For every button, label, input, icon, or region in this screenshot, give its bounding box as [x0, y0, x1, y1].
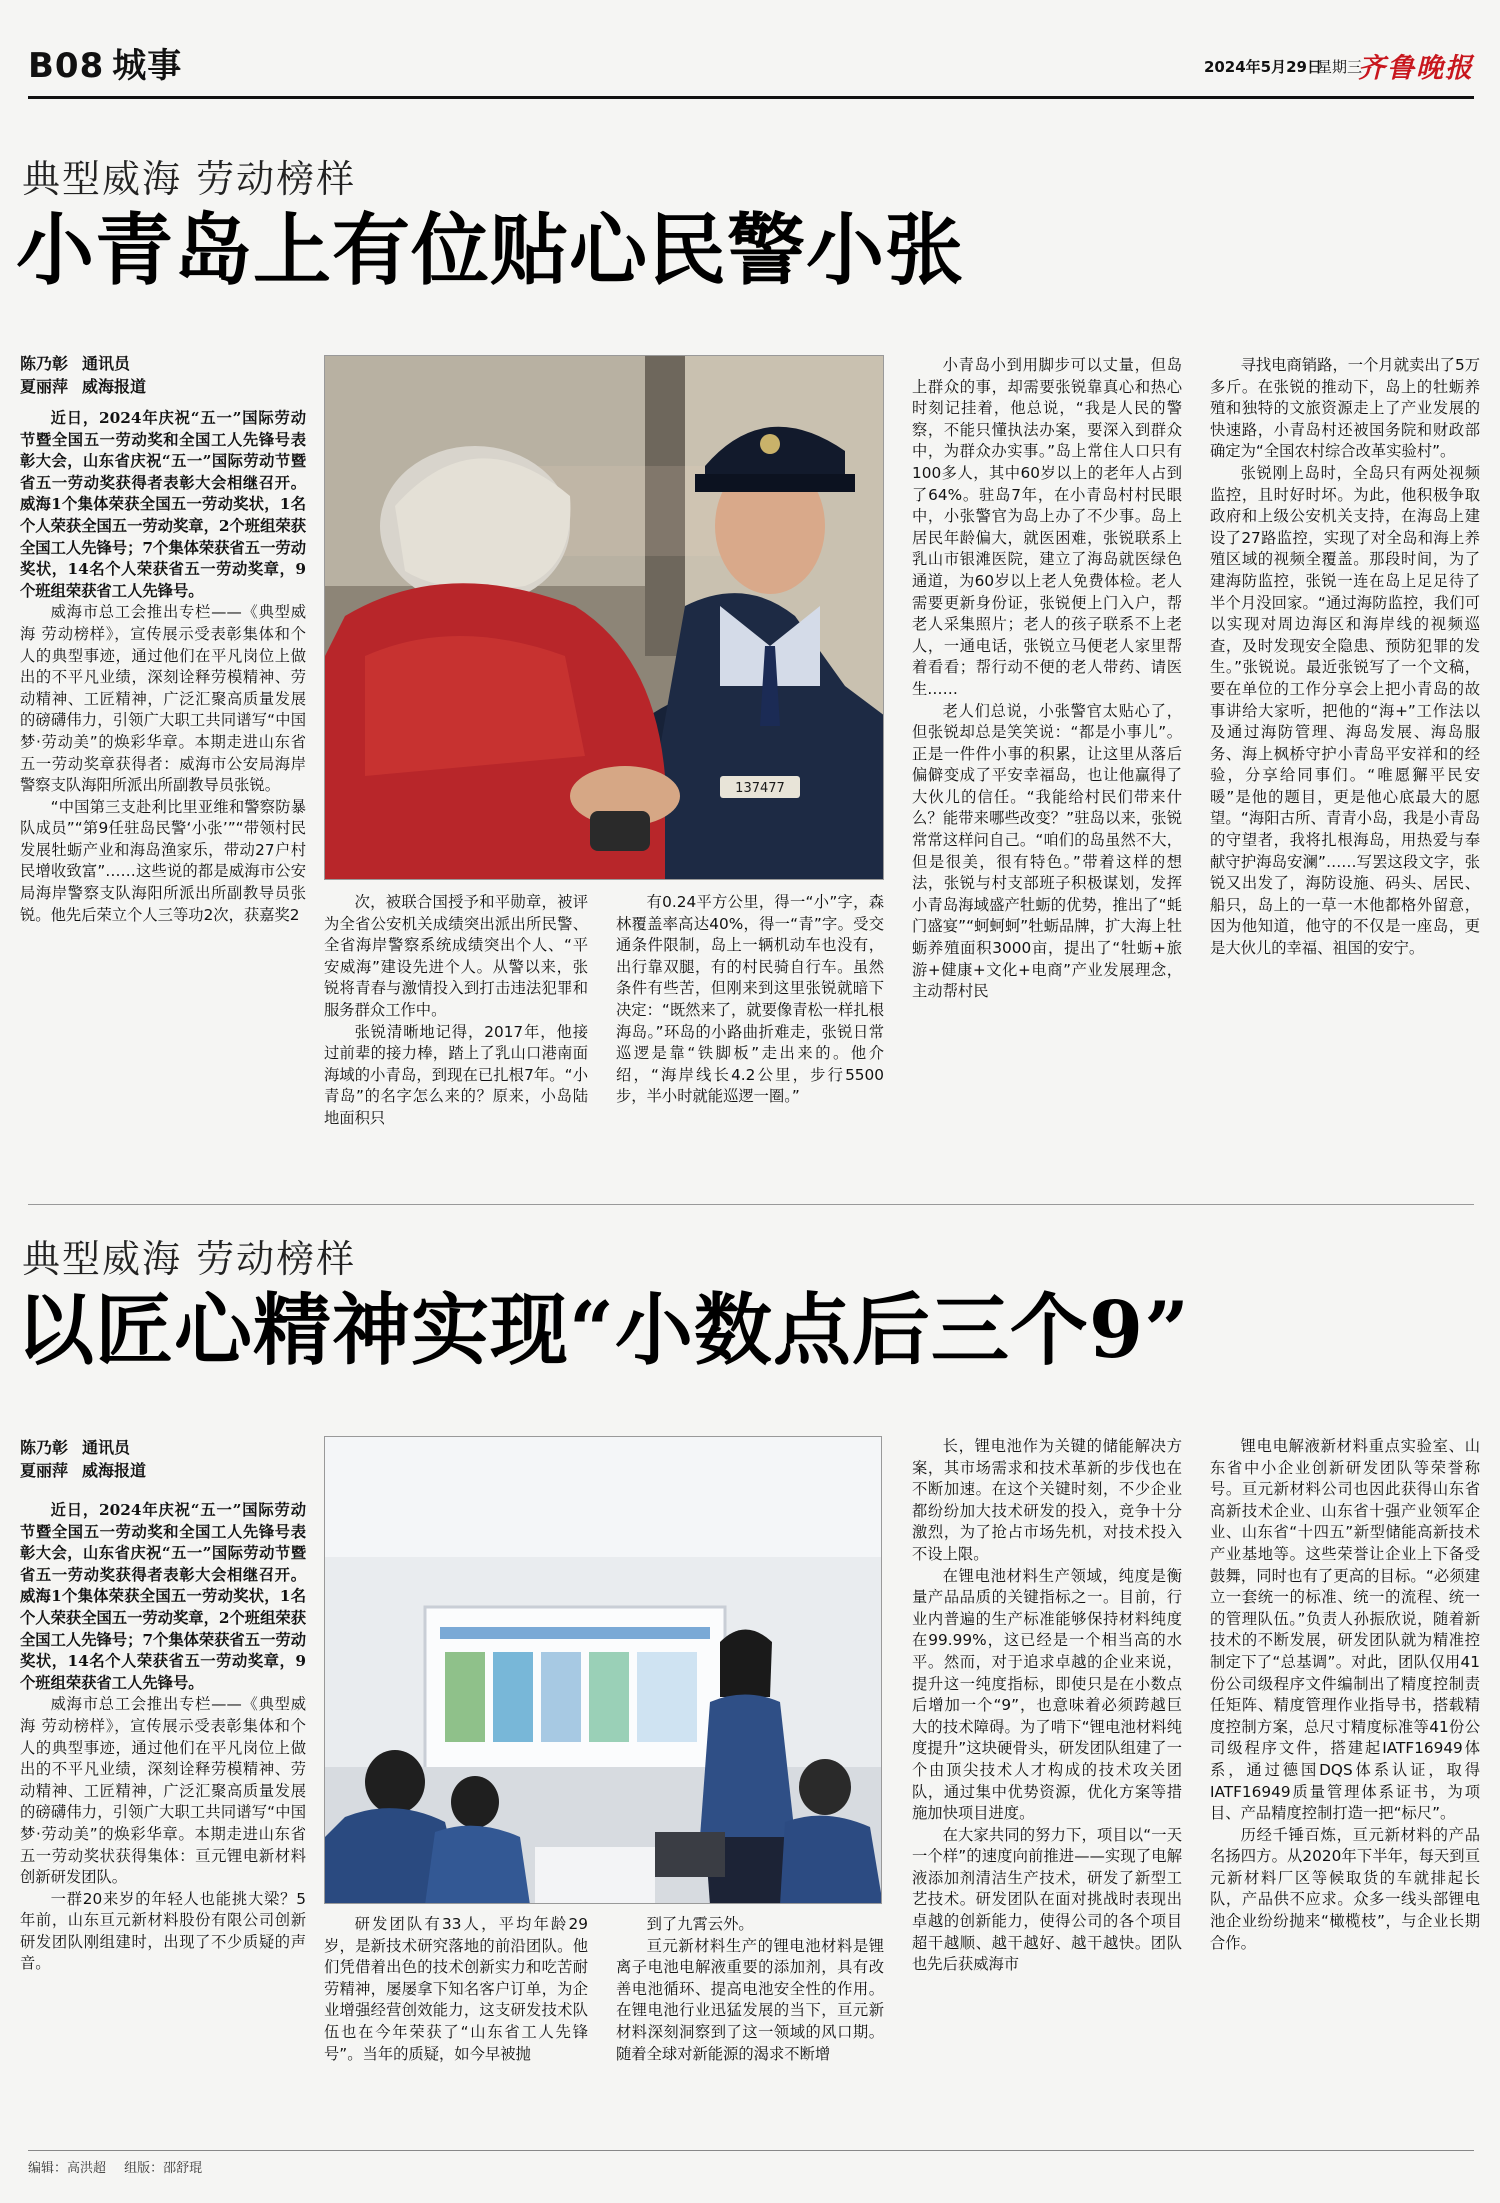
- lead-paragraph: 近日，2024年庆祝“五一”国际劳动节暨全国五一劳动奖和全国工人先锋号表彰大会，山东省庆祝“五一”国际劳动节暨省五一劳动奖获得者表彰大会相继召开。威海1个集体荣获全国五一劳动奖状，1名个人荣获全国五一劳动奖章，2个班组荣获全国工人先锋号；7个集体荣获省五一劳动奖状，14名个人荣获省五一劳动奖章，9个班组荣获省工人先锋号。: [20, 1501, 306, 1692]
- body-paragraph: 寻找电商销路，一个月就卖出了5万多斤。在张锐的推动下，岛上的牡蛎养殖和独特的文旅资源走上了产业发展的快速路，小青岛村还被国务院和财政部确定为“全国农村综合改革实验村”。: [1210, 356, 1480, 461]
- body-paragraph: 在大家共同的努力下，项目以“一天一个样”的速度向前推进——实现了电解液添加剂清洁生产技术，研发了新型工艺技术。研发团队在面对挑战时表现出卓越的创新能力，使得公司的各个项目超干越顺、越干越好、越干越快。团队也先后获威海市: [912, 1825, 1182, 1974]
- research-team-meeting-image: [325, 1437, 882, 1904]
- byline-author: 陈乃彰: [20, 1438, 69, 1457]
- body-paragraph: 历经千锤百炼，亘元新材料的产品名扬四方。从2020年下半年，每天到亘元新材料厂区等候取货的车就排起长队，产品供不应求。众多一线头部锂电池企业纷纷抛来“橄榄枝”，与企业长期合作。: [1210, 1825, 1480, 1952]
- editor-credit: 编辑：高洪超: [28, 2161, 107, 2176]
- body-paragraph: 到了九霄云外。: [646, 1915, 754, 1933]
- article1-headline: 小青岛上有位贴心民警小张: [16, 205, 965, 296]
- article1-column-1: [20, 408, 306, 1188]
- lead-paragraph: 近日，2024年庆祝“五一”国际劳动节暨全国五一劳动奖和全国工人先锋号表彰大会，山东省庆祝“五一”国际劳动节暨省五一劳动奖获得者表彰大会相继召开。威海1个集体荣获全国五一劳动奖状，1名个人荣获全国五一劳动奖章，2个班组荣获全国工人先锋号；7个集体荣获省五一劳动奖状，14名个人荣获省五一劳动奖章，9个班组荣获省工人先锋号。: [20, 409, 306, 600]
- article1-byline: [20, 352, 160, 398]
- layout-credit: 组版：邵舒琨: [124, 2161, 203, 2176]
- article2-kicker: 典型威海 劳动榜样: [22, 1237, 357, 1281]
- article2-column-1: [20, 1500, 306, 2140]
- body-paragraph: 张锐刚上岛时，全岛只有两处视频监控，且时好时坏。为此，他积极争取政府和上级公安机关支持，在海岛上建设了27路监控，实现了对全岛和海上养殖区域的视频全覆盖。那段时间，为了建海防监控，张锐一连在岛上足足待了半个月没回家。“通过海防监控，我们可以实现对周边海区和海岸线的视频巡查，及时发现安全隐患、预防犯罪的发生。”张锐说。最近张锐写了一个文稿，要在单位的工作分享会上把小青岛的故事讲给大家听，把他的“海+”工作法以及通过海防管理、海岛发展、海岛服务、海上枫桥守护小青岛平安祥和的经验，分享给同事们。“唯愿獬平民安暖”是他的题目，更是他心底最大的愿望。“海阳古所、青青小岛，我是小青岛的守望者，我将扎根海岛，用热爱与奉献守护海岛安澜”……写罢这段文字，张锐又出发了，海防设施、码头、居民、船只，岛上的一草一木他都格外留意，因为他知道，他守的不仅是一座岛，更是大伙儿的幸福、祖国的安宁。: [1210, 463, 1480, 958]
- article2-headline: 以匠心精神实现“小数点后三个9”: [16, 1285, 1191, 1376]
- body-paragraph: 小青岛小到用脚步可以丈量，但岛上群众的事，却需要张锐靠真心和热心时刻记挂着，他总说，“我是人民的警察，不能只懂执法办案，要深入到群众中，为群众办实事。”岛上常住人口只有100多人，其中60岁以上的老年人占到了64%。驻岛7年，在小青岛村村民眼中，小张警官为岛上办了不少事。岛上居民年龄偏大，就医困难，张锐联系上乳山市银滩医院，建立了海岛就医绿色通道，为60岁以上老人免费体检。老人需要更新身份证，张锐便上门入户，帮老人采集照片；老人的孩子联系不上老人，一通电话，张锐立马便老人家里帮着看看；帮行动不便的老人带药、请医生……: [912, 356, 1182, 698]
- body-paragraph: 亘元新材料生产的锂电池材料是锂离子电池电解液重要的添加剂，具有改善电池循环、提高电池安全性的作用。在锂电池行业迅猛发展的当下，亘元新材料深刻洞察到了这一领域的风口期。随着全球对新能源的渴求不断增: [616, 1936, 884, 2063]
- article1-column-2: [324, 892, 588, 1188]
- article1-column-4: [912, 355, 1182, 1188]
- masthead: [28, 38, 1474, 94]
- issue-date: 2024年5月29日: [1203, 58, 1322, 76]
- body-paragraph: 研发团队有33人，平均年龄29岁，是新技术研究落地的前沿团队。他们凭借着出色的技术创新实力和吃苦耐劳精神，屡屡拿下知名客户订单，为企业增强经营创效能力，这支研发技术队伍也在今年荣获了“山东省工人先锋号”。当年的质疑，如今早被抛: [324, 1915, 588, 2063]
- body-paragraph: 锂电电解液新材料重点实验室、山东省中小企业创新研发团队等荣誉称号。亘元新材料公司也因此获得山东省高新技术企业、山东省十强产业领军企业、山东省“十四五”新型储能高新技术产业基地等。这些荣誉让企业上下备受鼓舞，同时也有了更高的目标。“必须建立一套统一的标准、统一的流程、统一的管理队伍。”负责人孙振欣说，随着新技术的不断发展，研发团队就为精准控制定下了“总基调”。对此，团队仅用41份公司级程序文件编制出了精度控制责任矩阵、精度管理作业指导书，搭载精度控制方案，总尺寸精度标准等41份公司级程序文件，搭建起IATF16949体系，通过德国DQS体系认证，取得IATF16949质量管理体系证书，为项目、产品精度控制打造一把“标尺”。: [1210, 1437, 1480, 1823]
- byline-author: 夏丽萍: [20, 1461, 69, 1480]
- article1-column-3: [616, 892, 884, 1188]
- article1-column-5: [1210, 355, 1480, 1188]
- newspaper-logo: 齐鲁晚报: [1358, 53, 1474, 84]
- footer-rule: [28, 2150, 1474, 2151]
- body-paragraph: 张锐清晰地记得，2017年，他接过前辈的接力棒，踏上了乳山口港南面海域的小青岛，到现在已扎根7年。“小青岛”的名字怎么来的？原来，小岛陆地面积只: [324, 1022, 588, 1127]
- police-officer-helping-elder-image: [325, 356, 884, 880]
- article2-column-3: [616, 1914, 884, 2140]
- article2-column-5: [1210, 1436, 1480, 2140]
- byline-role: 通讯员: [82, 354, 131, 373]
- page-code: [28, 38, 182, 87]
- section-name: 城事: [112, 46, 183, 86]
- police-badge-number: 137477: [735, 781, 785, 796]
- page-footer: [28, 2157, 216, 2176]
- article2-column-2: [324, 1914, 588, 2140]
- body-paragraph: 一群20来岁的年轻人也能挑大梁？5年前，山东亘元新材料股份有限公司创新研发团队刚组建时，出现了不少质疑的声音。: [20, 1889, 306, 1973]
- body-paragraph: “中国第三支赴利比里亚维和警察防暴队成员”“第9任驻岛民警‘小张’”“带领村民发展牡蛎产业和海岛渔家乐，带动27户村民增收致富”……这些说的都是威海市公安局海岸警察支队海阳所派出所副教导员张锐。他先后荣立个人三等功2次，获嘉奖2: [20, 797, 306, 924]
- masthead-rule: [28, 96, 1474, 99]
- byline-location: 威海报道: [82, 1461, 147, 1480]
- body-paragraph: 老人们总说，小张警官太贴心了，但张锐却总是笑笑说：“都是小事儿”。正是一件件小事的积累，让这里从落后偏僻变成了平安幸福岛，也让他赢得了大伙儿的信任。“我能给村民们带来什么？能带来哪些改变？”驻岛以来，张锐常常这样问自己。“咱们的岛虽然不大，但是很美，很有特色。”带着这样的想法，张锐与村支部班子积极谋划，发挥小青岛海域盛产牡蛎的优势，推出了“蚝门盛宴”“蚵蚵蚵”牡蛎品牌，扩大海上牡蛎养殖面积3000亩，提出了“牡蛎+旅游+健康+文化+电商”产业发展理念，主动帮村民: [912, 701, 1182, 1001]
- page-number: B08: [28, 46, 105, 86]
- body-paragraph: 次，被联合国授予和平勋章，被评为全省公安机关成绩突出派出所民警、全省海岸警察系统成绩突出个人、“平安威海”建设先进个人。从警以来，张锐将青春与激情投入到打击违法犯罪和服务群众工作中。: [324, 893, 588, 1019]
- byline-role: 通讯员: [82, 1438, 131, 1457]
- issue-weekday: 星期三: [1316, 58, 1362, 76]
- article-divider: [28, 1204, 1474, 1205]
- article2-photo: [324, 1436, 882, 1904]
- body-paragraph: 威海市总工会推出专栏——《典型威海 劳动榜样》，宣传展示受表彰集体和个人的典型事迹，通过他们在平凡岗位上做出的不平凡业绩，深刻诠释劳模精神、劳动精神、工匠精神，广泛汇聚高质量发展的磅礴伟力，引领广大职工共同谱写“中国梦·劳动美”的焕彩华章。本期走进山东省五一劳动奖章获得者：威海市公安局海岸警察支队海阳所派出所副教导员张锐。: [20, 603, 306, 795]
- article2-column-4: [912, 1436, 1182, 2140]
- body-paragraph: 长，锂电池作为关键的储能解决方案，其市场需求和技术革新的步伐也在不断加速。在这个关键时刻，不少企业都纷纷加大技术研发的投入，竞争十分激烈，为了抢占市场先机，对技术投入不设上限。: [912, 1437, 1182, 1563]
- byline-location: 威海报道: [82, 377, 147, 396]
- article1-photo: [324, 355, 884, 880]
- byline-author: 夏丽萍: [20, 377, 69, 396]
- byline-author: 陈乃彰: [20, 354, 69, 373]
- body-paragraph: 威海市总工会推出专栏——《典型威海 劳动榜样》，宣传展示受表彰集体和个人的典型事迹，通过他们在平凡岗位上做出的不平凡业绩，深刻诠释劳模精神、劳动精神、工匠精神，广泛汇聚高质量发展的磅礴伟力，引领广大职工共同谱写“中国梦·劳动美”的焕彩华章。本期走进山东省五一劳动奖状获得集体：亘元锂电新材料创新研发团队。: [20, 1695, 306, 1887]
- body-paragraph: 有0.24平方公里，得一“小”字，森林覆盖率高达40%，得一“青”字。受交通条件限制，岛上一辆机动车也没有，出行靠双腿，有的村民骑自行车。虽然条件有些苦，但刚来到这里张锐就暗下决定：“既然来了，就要像青松一样扎根海岛。”环岛的小路曲折难走，张锐日常巡逻是靠“铁脚板”走出来的。他介绍，“海岸线长4.2公里，步行5500步，半小时就能巡逻一圈。”: [616, 893, 884, 1106]
- article2-byline: [20, 1436, 160, 1482]
- body-paragraph: 在锂电池材料生产领域，纯度是衡量产品品质的关键指标之一。目前，行业内普遍的生产标准能够保持材料纯度在99.99%，这已经是一个相当高的水平。然而，对于追求卓越的企业来说，提升这一纯度指标，即使只是在小数点后增加一个“9”，也意味着必须跨越巨大的技术障碍。为了啃下“锂电池材料纯度提升”这块硬骨头，研发团队组建了一个由顶尖技术人才构成的技术攻关团队，通过集中优势资源，优化方案等措施加快项目进度。: [912, 1566, 1182, 1823]
- article1-kicker: 典型威海 劳动榜样: [22, 157, 357, 201]
